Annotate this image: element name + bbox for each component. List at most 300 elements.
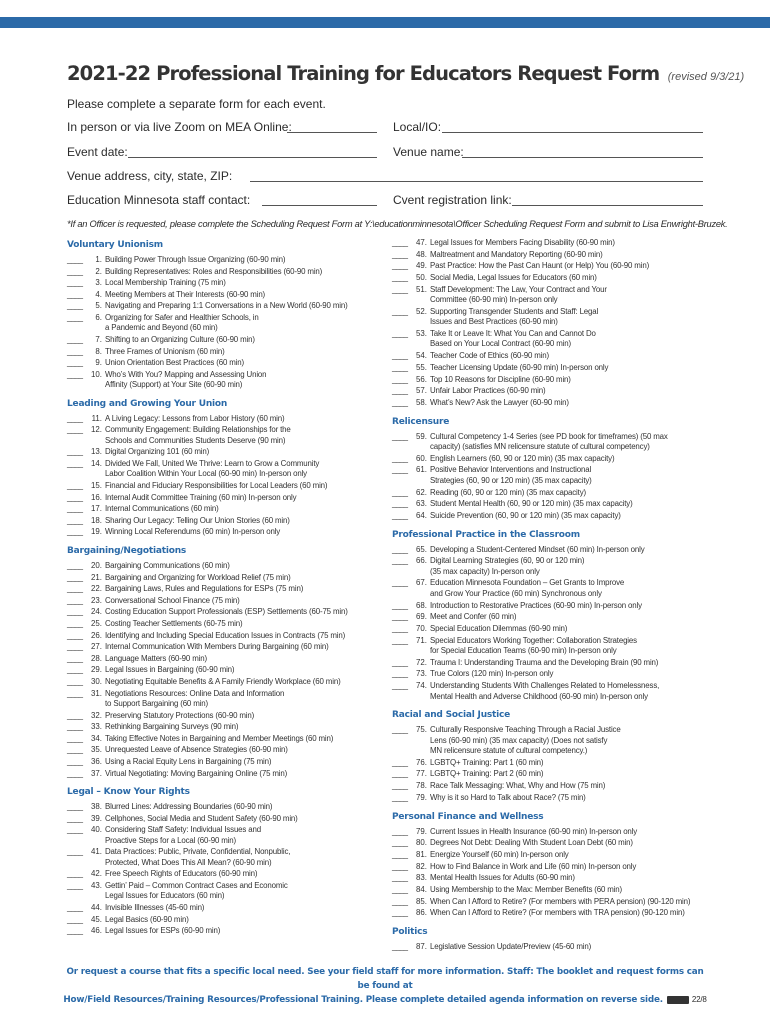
course-title: Using a Racial Equity Lens in Bargaining (75 min)	[105, 757, 272, 766]
course-number: 82.	[416, 861, 427, 871]
checkbox-blank[interactable]: ____	[392, 465, 408, 475]
course-title: Legislative Session Update/Preview (45-60 min)	[430, 942, 592, 952]
course-item	[392, 873, 712, 883]
checkbox-blank[interactable]: ____	[67, 757, 83, 766]
course-number: 3.	[95, 278, 102, 288]
in-person-field[interactable]	[287, 132, 377, 133]
course-number: 43.	[91, 881, 102, 890]
footer-line-1: Or request a course that fits a specific local need. See your field staff for more information. Staff: The booklet and request forms can be found at	[66, 967, 704, 991]
course-title: Winning Local Referendums (60 min) In-person only	[105, 527, 281, 537]
checkbox-blank[interactable]: ____	[67, 266, 83, 276]
checkbox-blank[interactable]: ____	[392, 362, 408, 372]
checkbox-blank[interactable]: ____	[392, 261, 408, 271]
instruction-text: Please complete a separate form for each event.	[67, 97, 326, 111]
course-item	[67, 301, 387, 311]
checkbox-blank[interactable]: ____	[67, 413, 83, 423]
course-title: When Can I Afford to Retire? (For members with TRA pension) (90-120 min)	[430, 908, 685, 918]
course-number: 64.	[416, 510, 427, 520]
checkbox-blank[interactable]: ____	[392, 896, 408, 906]
course-title: Union Orientation Best Practices (60 min)	[105, 358, 245, 368]
event-date-label: Event date:	[67, 145, 128, 159]
course-title: Negotiations Resources: Online Data and Information to Support Bargaining (60 min)	[105, 688, 285, 708]
checkbox-blank[interactable]: ____	[392, 769, 408, 779]
checkbox-blank[interactable]: ____	[67, 688, 83, 698]
checkbox-blank[interactable]: ____	[392, 453, 408, 463]
course-number: 20.	[91, 561, 102, 570]
checkbox-blank[interactable]: ____	[67, 642, 83, 652]
course-title: Legal Issues for ESPs (60-90 min)	[105, 926, 221, 936]
course-number: 31.	[91, 688, 102, 698]
course-number: 32.	[91, 710, 102, 720]
checkbox-blank[interactable]: ____	[67, 768, 83, 778]
course-number: 49.	[416, 261, 427, 271]
checkbox-blank[interactable]: ____	[392, 578, 408, 588]
course-title: Shifting to an Organizing Culture (60-90 min)	[105, 335, 255, 344]
checkbox-blank[interactable]: ____	[392, 431, 408, 441]
checkbox-blank[interactable]: ____	[67, 869, 83, 879]
union-label-icon	[667, 996, 689, 1004]
course-number: 76.	[416, 757, 427, 767]
checkbox-blank[interactable]: ____	[67, 802, 83, 812]
course-item	[67, 814, 387, 824]
course-title: Top 10 Reasons for Discipline (60-90 min)	[430, 374, 571, 384]
course-title: Digital Organizing 101 (60 min)	[105, 447, 210, 457]
course-item	[67, 313, 387, 334]
checkbox-blank[interactable]: ____	[67, 447, 83, 457]
section-heading: Leading and Growing Your Union	[67, 398, 228, 409]
checkbox-blank[interactable]: ____	[392, 635, 408, 645]
staff-contact-field[interactable]	[262, 205, 377, 206]
course-title: Introduction to Restorative Practices (60-90 min) In-person only	[430, 600, 642, 610]
course-title: Reading (60, 90 or 120 min) (35 max capacity)	[430, 487, 586, 497]
course-item	[392, 725, 712, 756]
checkbox-blank[interactable]: ____	[67, 677, 83, 686]
course-number: 35.	[91, 745, 102, 755]
course-title: Degrees Not Debt: Dealing With Student Loan Debt (60 min)	[430, 838, 633, 848]
course-number: 16.	[91, 492, 102, 502]
checkbox-blank[interactable]: ____	[67, 358, 83, 368]
course-number: 62.	[416, 487, 427, 497]
course-item	[392, 386, 712, 396]
course-number: 66.	[416, 556, 427, 566]
course-item	[67, 425, 387, 446]
course-item	[67, 769, 387, 779]
course-item	[67, 370, 387, 391]
checkbox-blank[interactable]: ____	[392, 510, 408, 520]
course-item	[67, 516, 387, 526]
course-number: 81.	[416, 849, 427, 859]
cvent-link-field[interactable]	[512, 205, 703, 206]
checkbox-blank[interactable]: ____	[392, 725, 408, 735]
checkbox-blank[interactable]: ____	[67, 825, 83, 835]
course-number: 40.	[91, 825, 102, 835]
course-item	[392, 285, 712, 306]
course-title: Building Representatives: Roles and Responsibilities (60-90 min)	[105, 266, 323, 276]
course-item	[67, 642, 387, 652]
checkbox-blank[interactable]: ____	[67, 425, 83, 435]
course-title: English Learners (60, 90 or 120 min) (35 max capacity)	[430, 453, 615, 463]
checkbox-blank[interactable]: ____	[67, 914, 83, 924]
course-item	[67, 290, 387, 300]
course-number: 46.	[91, 926, 102, 936]
course-item	[67, 802, 387, 812]
course-number: 58.	[416, 397, 427, 407]
checkbox-blank[interactable]: ____	[392, 544, 408, 554]
course-title: Unfair Labor Practices (60-90 min)	[430, 386, 546, 396]
venue-name-label: Venue name:	[393, 145, 464, 159]
course-title: Teacher Code of Ethics (60-90 min)	[430, 351, 550, 361]
checkbox-blank[interactable]: ____	[392, 329, 408, 338]
course-title: Digital Learning Strategies (60, 90 or 120 min) (35 max capacity) In-person only	[430, 556, 585, 576]
course-number: 44.	[91, 903, 102, 912]
checkbox-blank[interactable]: ____	[67, 847, 83, 857]
course-item	[392, 908, 712, 918]
course-item	[392, 942, 712, 952]
checkbox-blank[interactable]: ____	[67, 255, 83, 264]
course-number: 36.	[91, 757, 102, 766]
checkbox-blank[interactable]: ____	[67, 653, 83, 663]
footer-line-2: How/Field Resources/Training Resources/Professional Training. Please complete detailed agenda information on reverse side.	[63, 995, 663, 1005]
checkbox-blank[interactable]: ____	[67, 527, 83, 537]
course-title: Taking Effective Notes in Bargaining and Member Meetings (60 min)	[105, 733, 334, 743]
checkbox-blank[interactable]: ____	[67, 733, 83, 743]
course-item	[392, 658, 712, 668]
course-number: 87.	[416, 942, 427, 952]
checkbox-blank[interactable]: ____	[392, 249, 408, 259]
checkbox-blank[interactable]: ____	[67, 572, 83, 582]
course-title: Considering Staff Safety: Individual Issues and Proactive Steps for a Local (60-90 min)	[105, 825, 261, 845]
course-number: 23.	[91, 595, 102, 605]
course-item	[392, 454, 712, 464]
local-label: Local/IO:	[393, 120, 442, 134]
checkbox-blank[interactable]: ____	[392, 757, 408, 767]
course-number: 72.	[416, 657, 427, 667]
course-item	[67, 677, 387, 687]
course-item	[67, 584, 387, 594]
checkbox-blank[interactable]: ____	[67, 346, 83, 356]
course-number: 55.	[416, 362, 427, 372]
course-number: 8.	[95, 346, 102, 356]
checkbox-blank[interactable]: ____	[392, 499, 408, 509]
course-item	[67, 654, 387, 664]
checkbox-blank[interactable]: ____	[392, 669, 408, 679]
course-title: Cellphones, Social Media and Student Safety (60-90 min)	[105, 813, 298, 823]
checkbox-blank[interactable]: ____	[67, 584, 83, 594]
course-title: Organizing for Safer and Healthier Schools, in a Pandemic and Beyond (60 min)	[105, 313, 259, 333]
course-number: 26.	[91, 630, 102, 640]
checkbox-blank[interactable]: ____	[392, 781, 408, 791]
course-number: 53.	[416, 329, 427, 338]
course-item	[392, 624, 712, 634]
course-item	[67, 493, 387, 503]
course-number: 12.	[91, 425, 102, 435]
checkbox-blank[interactable]: ____	[67, 722, 83, 732]
course-title: Meet and Confer (60 min)	[430, 612, 517, 622]
course-item	[67, 504, 387, 514]
course-title: Preserving Statutory Protections (60-90 min)	[105, 710, 255, 720]
section-heading: Racial and Social Justice	[392, 710, 511, 721]
checkbox-blank[interactable]: ____	[392, 885, 408, 894]
course-item	[67, 926, 387, 936]
course-item	[67, 903, 387, 913]
checkbox-blank[interactable]: ____	[392, 838, 408, 848]
checkbox-blank[interactable]: ____	[67, 504, 83, 514]
course-item	[392, 669, 712, 679]
course-number: 6.	[95, 313, 102, 322]
course-title: Maltreatment and Mandatory Reporting (60-90 min)	[430, 249, 603, 259]
checkbox-blank[interactable]: ____	[67, 492, 83, 502]
course-title: Legal Issues for Members Facing Disability (60-90 min)	[430, 238, 615, 247]
checkbox-blank[interactable]: ____	[67, 881, 83, 890]
course-number: 22.	[91, 584, 102, 594]
course-title: Meeting Members at Their Interests (60-90 min)	[105, 289, 266, 299]
course-title: Divided We Fall, United We Thrive: Learn to Grow a Community Labor Coalition Within Your Local (60-90 min) In-person only	[105, 459, 320, 479]
checkbox-blank[interactable]: ____	[392, 942, 408, 952]
checkbox-blank[interactable]: ____	[392, 908, 408, 918]
course-item	[392, 432, 712, 453]
course-title: Free Speech Rights of Educators (60-90 min)	[105, 869, 258, 879]
checkbox-blank[interactable]: ____	[67, 926, 83, 936]
course-number: 38.	[91, 802, 102, 812]
course-item	[392, 329, 712, 350]
course-number: 21.	[91, 572, 102, 582]
course-number: 11.	[91, 413, 102, 423]
checkbox-blank[interactable]: ____	[392, 487, 408, 497]
course-title: Suicide Prevention (60, 90 or 120 min) (35 max capacity)	[430, 510, 621, 520]
checkbox-blank[interactable]: ____	[392, 826, 408, 836]
course-number: 28.	[91, 653, 102, 663]
course-title: Costing Teacher Settlements (60-75 min)	[105, 619, 243, 628]
course-item	[67, 722, 387, 732]
checkbox-blank[interactable]: ____	[392, 792, 408, 802]
checkbox-blank[interactable]: ____	[67, 289, 83, 299]
checkbox-blank[interactable]: ____	[67, 278, 83, 288]
course-item	[67, 255, 387, 265]
form-code: 22/8	[691, 995, 707, 1004]
course-item	[67, 689, 387, 710]
in-person-label: In person or via live Zoom on MEA Online:	[67, 120, 292, 134]
course-title: Bargaining Communications (60 min)	[105, 561, 230, 570]
course-number: 45.	[91, 914, 102, 924]
checkbox-blank[interactable]: ____	[67, 745, 83, 755]
checkbox-blank[interactable]: ____	[392, 386, 408, 396]
course-title: Culturally Responsive Teaching Through a Racial Justice Lens (60-90 min) (35 max capacity) (Does not satisfy MN relicensure statute of cultural competency.)	[430, 725, 621, 755]
checkbox-blank[interactable]: ____	[392, 657, 408, 667]
venue-address-label: Venue address, city, state, ZIP:	[67, 169, 233, 183]
section-heading: Politics	[392, 927, 428, 938]
checkbox-blank[interactable]: ____	[67, 607, 83, 617]
course-title: Energize Yourself (60 min) In-person only	[430, 849, 569, 859]
course-item	[67, 757, 387, 767]
course-title: Past Practice: How the Past Can Haunt (or Help) You (60-90 min)	[430, 261, 650, 271]
course-item	[392, 351, 712, 361]
course-number: 56.	[416, 374, 427, 384]
course-title: Blurred Lines: Addressing Boundaries (60-90 min)	[105, 802, 273, 812]
course-item	[67, 619, 387, 629]
course-number: 83.	[416, 873, 427, 883]
course-number: 48.	[416, 249, 427, 259]
course-item	[392, 850, 712, 860]
course-item	[67, 847, 387, 868]
course-title: Sharing Our Legacy: Telling Our Union Stories (60 min)	[105, 515, 290, 525]
venue-name-field[interactable]	[462, 157, 703, 158]
course-number: 74.	[416, 681, 427, 691]
checkbox-blank[interactable]: ____	[392, 600, 408, 610]
course-title: Rethinking Bargaining Surveys (90 min)	[105, 722, 239, 732]
course-number: 79.	[416, 826, 427, 836]
course-title: Costing Education Support Professionals (ESP) Settlements (60-75 min)	[105, 607, 348, 617]
course-item	[67, 561, 387, 571]
course-number: 18.	[91, 515, 102, 525]
course-item	[392, 238, 712, 248]
course-item	[67, 915, 387, 925]
course-title: Conversational School Finance (75 min)	[105, 595, 240, 605]
checkbox-blank[interactable]: ____	[67, 665, 83, 675]
course-item	[392, 511, 712, 521]
course-item	[67, 414, 387, 424]
checkbox-blank[interactable]: ____	[392, 397, 408, 407]
course-title: Bargaining Laws, Rules and Regulations for ESPs (75 min)	[105, 584, 304, 594]
course-item	[392, 375, 712, 385]
course-title: Local Membership Training (75 min)	[105, 278, 226, 288]
course-title: Take It or Leave It: What You Can and Cannot Do Based on Your Local Contract (60-90 min)	[430, 329, 596, 349]
course-item	[67, 711, 387, 721]
course-number: 4.	[95, 289, 102, 299]
course-title: Student Mental Health (60, 90 or 120 min) (35 max capacity)	[430, 499, 633, 509]
course-number: 24.	[91, 607, 102, 617]
course-item	[392, 681, 712, 702]
course-title: Virtual Negotiating: Moving Bargaining Online (75 min)	[105, 768, 288, 778]
checkbox-blank[interactable]: ____	[67, 595, 83, 605]
checkbox-blank[interactable]: ____	[392, 273, 408, 283]
checkbox-blank[interactable]: ____	[392, 306, 408, 316]
revised-date: (revised 9/3/21)	[667, 71, 745, 83]
section-heading: Legal – Know Your Rights	[67, 787, 190, 798]
course-number: 5.	[95, 301, 102, 311]
checkbox-blank[interactable]: ____	[392, 374, 408, 384]
checkbox-blank[interactable]: ____	[67, 515, 83, 525]
checkbox-blank[interactable]: ____	[392, 238, 408, 247]
course-title: Race Talk Messaging: What, Why and How (75 min)	[430, 781, 606, 791]
course-item	[67, 335, 387, 345]
checkbox-blank[interactable]: ____	[67, 369, 83, 379]
course-number: 15.	[91, 481, 102, 490]
course-item	[392, 897, 712, 907]
course-item	[67, 881, 387, 902]
course-number: 29.	[91, 665, 102, 675]
checkbox-blank[interactable]: ____	[67, 710, 83, 720]
course-item	[392, 612, 712, 622]
course-title: LGBTQ+ Training: Part 1 (60 min)	[430, 757, 544, 767]
course-item	[392, 363, 712, 373]
course-item	[67, 631, 387, 641]
checkbox-blank[interactable]: ____	[392, 681, 408, 691]
course-title: Data Practices: Public, Private, Confidential, Nonpublic, Protected, What Does This All Mean? (60-90 min)	[105, 847, 291, 867]
checkbox-blank[interactable]: ____	[67, 619, 83, 628]
course-number: 54.	[416, 351, 427, 361]
checkbox-blank[interactable]: ____	[392, 849, 408, 859]
course-number: 51.	[416, 284, 427, 294]
course-title: Special Education Dilemmas (60-90 min)	[430, 623, 568, 633]
checkbox-blank[interactable]: ____	[67, 561, 83, 570]
checkbox-blank[interactable]: ____	[67, 813, 83, 823]
course-number: 42.	[91, 869, 102, 879]
title-row	[67, 62, 745, 85]
course-item	[67, 825, 387, 846]
course-number: 17.	[91, 504, 102, 514]
course-number: 7.	[95, 335, 102, 344]
checkbox-blank[interactable]: ____	[392, 556, 408, 566]
course-number: 69.	[416, 612, 427, 622]
course-item	[392, 781, 712, 791]
checkbox-blank[interactable]: ____	[67, 459, 83, 468]
cvent-label: Cvent registration link:	[393, 193, 512, 207]
course-title: Understanding Students With Challenges Related to Homelessness, Mental Health and Adverse Childhood (60-90 min) In-person only	[430, 681, 660, 701]
course-number: 14.	[91, 459, 102, 468]
course-item	[392, 601, 712, 611]
checkbox-blank[interactable]: ____	[67, 335, 83, 344]
course-title: Why is it so Hard to Talk about Race? (75 min)	[430, 792, 586, 802]
course-number: 37.	[91, 768, 102, 778]
course-title: Negotiating Equitable Benefits & A Family Friendly Workplace (60 min)	[105, 677, 341, 686]
course-item	[392, 885, 712, 895]
page-title: 2021-22 Professional Training for Educators Request Form	[67, 62, 660, 85]
course-title: Legal Basics (60-90 min)	[105, 914, 189, 924]
course-number: 86.	[416, 908, 427, 918]
course-item	[67, 665, 387, 675]
course-title: LGBTQ+ Training: Part 2 (60 min)	[430, 769, 544, 779]
course-number: 2.	[95, 266, 102, 276]
course-number: 47.	[416, 238, 427, 247]
course-number: 30.	[91, 677, 102, 686]
course-item	[392, 578, 712, 599]
course-item	[392, 261, 712, 271]
event-date-field[interactable]	[128, 157, 377, 158]
course-item	[392, 636, 712, 657]
local-field[interactable]	[442, 132, 703, 133]
checkbox-blank[interactable]: ____	[392, 351, 408, 361]
checkbox-blank[interactable]: ____	[392, 612, 408, 622]
section-heading: Professional Practice in the Classroom	[392, 529, 580, 540]
checkbox-blank[interactable]: ____	[67, 481, 83, 490]
course-title: Social Media, Legal Issues for Educators (60 min)	[430, 273, 597, 283]
checkbox-blank[interactable]: ____	[392, 873, 408, 883]
course-title: Trauma I: Understanding Trauma and the Developing Brain (90 min)	[430, 657, 659, 667]
checkbox-blank[interactable]: ____	[67, 301, 83, 311]
course-title: Financial and Fiduciary Responsibilities for Local Leaders (60 min)	[105, 481, 328, 490]
course-number: 33.	[91, 722, 102, 732]
venue-address-field[interactable]	[250, 181, 703, 182]
course-title: Gettin’ Paid – Common Contract Cases and Economic Legal Issues for Educators (60 min)	[105, 881, 288, 901]
checkbox-blank[interactable]: ____	[67, 630, 83, 640]
course-item	[67, 347, 387, 357]
course-item	[67, 607, 387, 617]
checkbox-blank[interactable]: ____	[392, 861, 408, 871]
course-item	[392, 793, 712, 803]
course-number: 85.	[416, 896, 427, 906]
course-item	[67, 869, 387, 879]
course-title: Cultural Competency 1-4 Series (see PD book for timeframes) (50 max capacity) (satisfies MN relicensure statute of cultural competency)	[430, 431, 668, 451]
course-title: Building Power Through Issue Organizing (60-90 min)	[105, 255, 286, 264]
top-color-bar	[0, 17, 770, 28]
checkbox-blank[interactable]: ____	[392, 284, 408, 294]
checkbox-blank[interactable]: ____	[392, 623, 408, 633]
course-title: Internal Audit Committee Training (60 min) In-person only	[105, 492, 297, 502]
section-heading: Voluntary Unionism	[67, 240, 163, 250]
checkbox-blank[interactable]: ____	[67, 903, 83, 912]
course-item	[392, 499, 712, 509]
checkbox-blank[interactable]: ____	[67, 313, 83, 322]
